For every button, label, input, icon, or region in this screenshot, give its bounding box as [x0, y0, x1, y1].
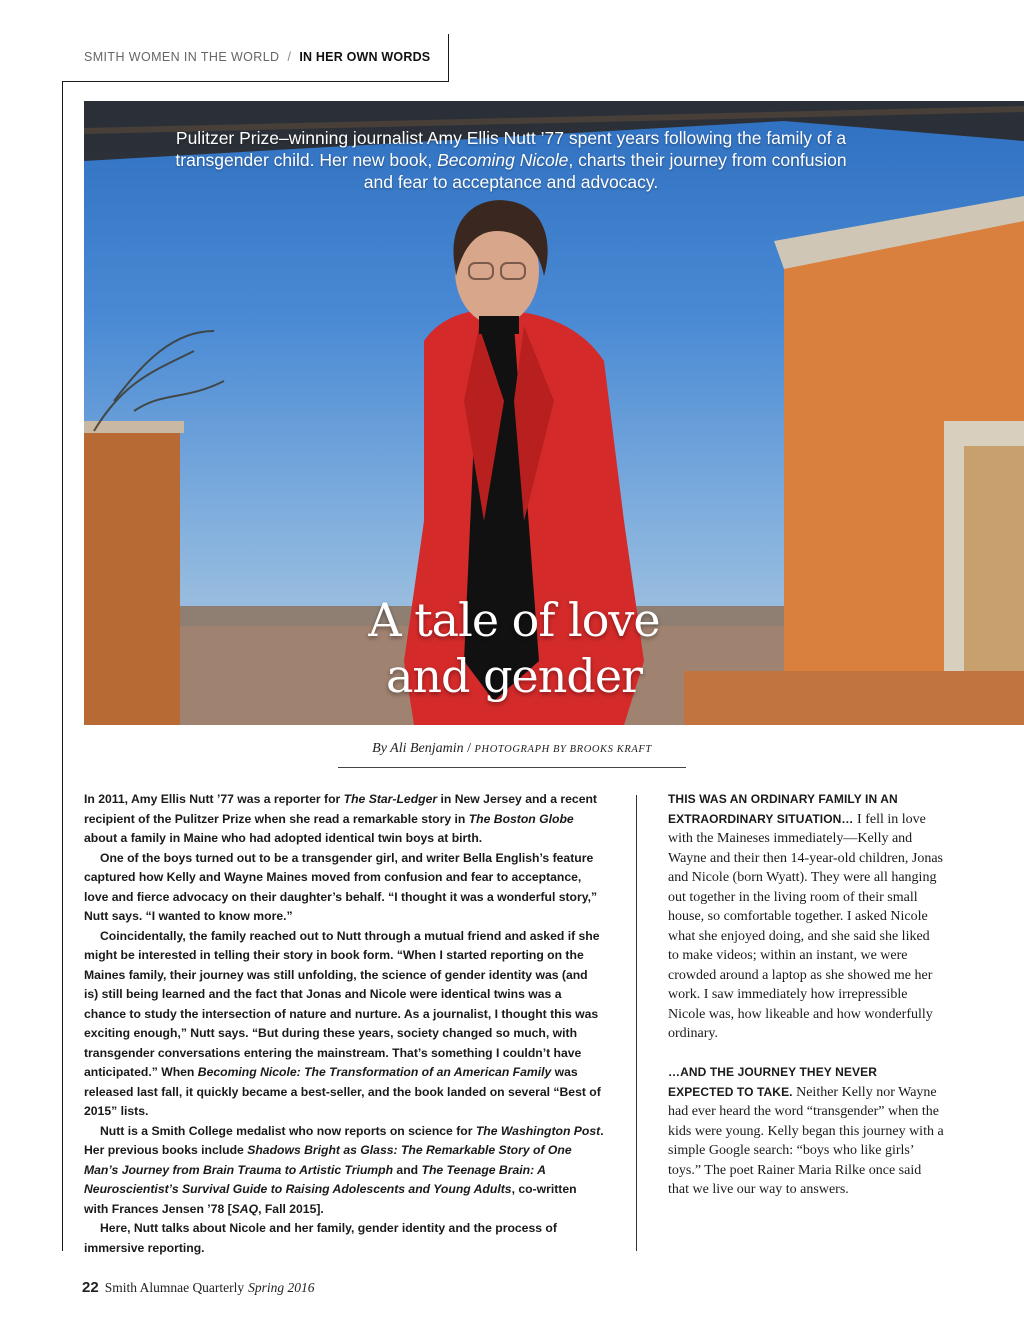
left-building	[84, 431, 180, 725]
section-name: SMITH WOMEN IN THE WORLD	[84, 50, 280, 64]
text-run: , co-written with Frances Jensen ’78 [	[84, 1182, 577, 1216]
photo-credit: PHOTOGRAPH BY BROOKS KRAFT	[474, 744, 652, 755]
article-intro-column	[84, 790, 604, 1258]
byline-rule	[338, 767, 686, 768]
interview-column	[668, 790, 944, 1219]
turtleneck	[479, 316, 519, 334]
publication-title: The Star-Ledger	[343, 792, 438, 806]
paragraph-text: Neither Kelly nor Wayne had ever heard the word “transgender” when the kids were young. Kelly began this journey with a simple Google search: “boys who like girls’ toys.” The poet Rainer Maria Rilke once said that we live our way to answers.	[668, 1084, 944, 1197]
section-label	[84, 50, 430, 64]
publication-title: SAQ	[231, 1201, 259, 1216]
text-run: was released last fall, it quickly became a best-seller, and the book landed on several “Best of 2015” lists.	[84, 1065, 601, 1118]
coat-button	[506, 535, 518, 547]
paragraph-text: I fell in love with the Maineses immediately—Kelly and Wayne and their then 14-year-old children, Jonas and Nicole (born Wyatt). They were all hanging out together in the living room of their small house, so comfortable together. I asked Nicole what she enjoyed doing, and she said she liked to make videos; within an instant, we were crowded around a laptop as she showed me her work. I saw immediately how irrepressible Nicole was, how likeable and how wonderfully ordinary.	[668, 811, 943, 1041]
book-title: Shadows Bright as Glass: The Remarkable Story of One Man’s Journey from Brain Trauma to Artistic Triumph	[84, 1143, 572, 1177]
section-separator: /	[287, 50, 292, 64]
issue-name: Spring 2016	[248, 1280, 315, 1295]
dek-text-1: Pulitzer Prize–winning journalist Amy Ellis Nutt ’77 spent years following the family of a transgender child. Her new book,	[175, 128, 847, 170]
intro-paragraph	[84, 1122, 604, 1220]
page-footer	[82, 1279, 315, 1296]
byline	[338, 741, 686, 757]
page-number: 22	[82, 1279, 99, 1296]
page-frame-left-rule	[62, 81, 63, 1251]
header-rule-horizontal	[62, 81, 449, 82]
text-run: about a family in Maine who had adopted identical twin boys at birth.	[84, 831, 483, 845]
hero-photo	[84, 101, 1024, 725]
interview-paragraph	[668, 1063, 944, 1200]
text-run: In 2011, Amy Ellis Nutt ’77 was a reporter for	[84, 792, 344, 806]
headline-line-1: A tale of love	[368, 593, 660, 647]
publication-title: The Boston Globe	[468, 811, 574, 826]
text-run: . Her previous books include	[84, 1123, 604, 1157]
text-run: , Fall 2015].	[258, 1201, 324, 1216]
dek-book-title: Becoming Nicole	[437, 150, 569, 170]
roof-wall	[684, 671, 1024, 725]
byline-author: By Ali Benjamin	[372, 741, 464, 756]
headline-line-2: and gender	[385, 649, 643, 703]
intro-paragraph	[84, 927, 604, 1122]
intro-paragraph: One of the boys turned out to be a transgender girl, and writer Bella English’s feature captured how Kelly and Wayne Maines moved from confusion and fear to acceptance, love and fierce advocacy on their daughter’s behalf. “I thought it was a wonderful story,” Nutt says. “I wanted to know more.”	[84, 850, 598, 923]
tree-branches	[94, 331, 224, 431]
paragraph-lead-in: …AND THE JOURNEY THEY NEVER EXPECTED TO TAKE.	[668, 1065, 877, 1099]
publication-title: The Washington Post	[475, 1123, 601, 1138]
text-run: Nutt is a Smith College medalist who now reports on science for	[100, 1123, 476, 1138]
column-rule	[636, 795, 637, 1251]
text-run: in New Jersey and a recent recipient of the Pulitzer Prize when she read a remarkable story in	[84, 792, 597, 826]
header-rule-vertical	[448, 34, 449, 82]
paragraph-lead-in: THIS WAS AN ORDINARY FAMILY IN AN EXTRAORDINARY SITUATION…	[668, 792, 898, 826]
subsection-name: IN HER OWN WORDS	[299, 50, 431, 64]
intro-paragraph	[84, 790, 604, 849]
article-headline	[314, 592, 714, 704]
byline-separator: /	[467, 741, 472, 756]
intro-paragraph: Here, Nutt talks about Nicole and her family, gender identity and the process of immersive reporting.	[84, 1221, 557, 1255]
book-title: The Teenage Brain: A Neuroscientist’s Survival Guide to Raising Adolescents and Young Adults	[84, 1162, 546, 1196]
text-run: and	[393, 1162, 422, 1177]
text-run: Coincidentally, the family reached out to Nutt through a mutual friend and asked if she might be interested in telling their story in book form. “When I started reporting on the Maines family, their journey was still unfolding, the science of gender identity was (and is) still being learned and the fact that Jonas and Nicole were identical twins was a chance to study the intersection of nature and nurture. As a journalist, I thought this was exciting enough,” Nutt says. “But during these years, society changed so much, with transgender conversations entering the mainstream. That’s something I couldn’t have anticipated.” When	[84, 928, 600, 1079]
interview-paragraph	[668, 790, 944, 1044]
coat-button	[502, 475, 514, 487]
book-title: Becoming Nicole: The Transformation of an American Family	[197, 1065, 552, 1079]
dek-text-2: , charts their journey from confusion and fear to acceptance and advocacy.	[363, 150, 847, 192]
publication-name: Smith Alumnae Quarterly	[104, 1280, 245, 1295]
article-dek	[174, 127, 848, 193]
